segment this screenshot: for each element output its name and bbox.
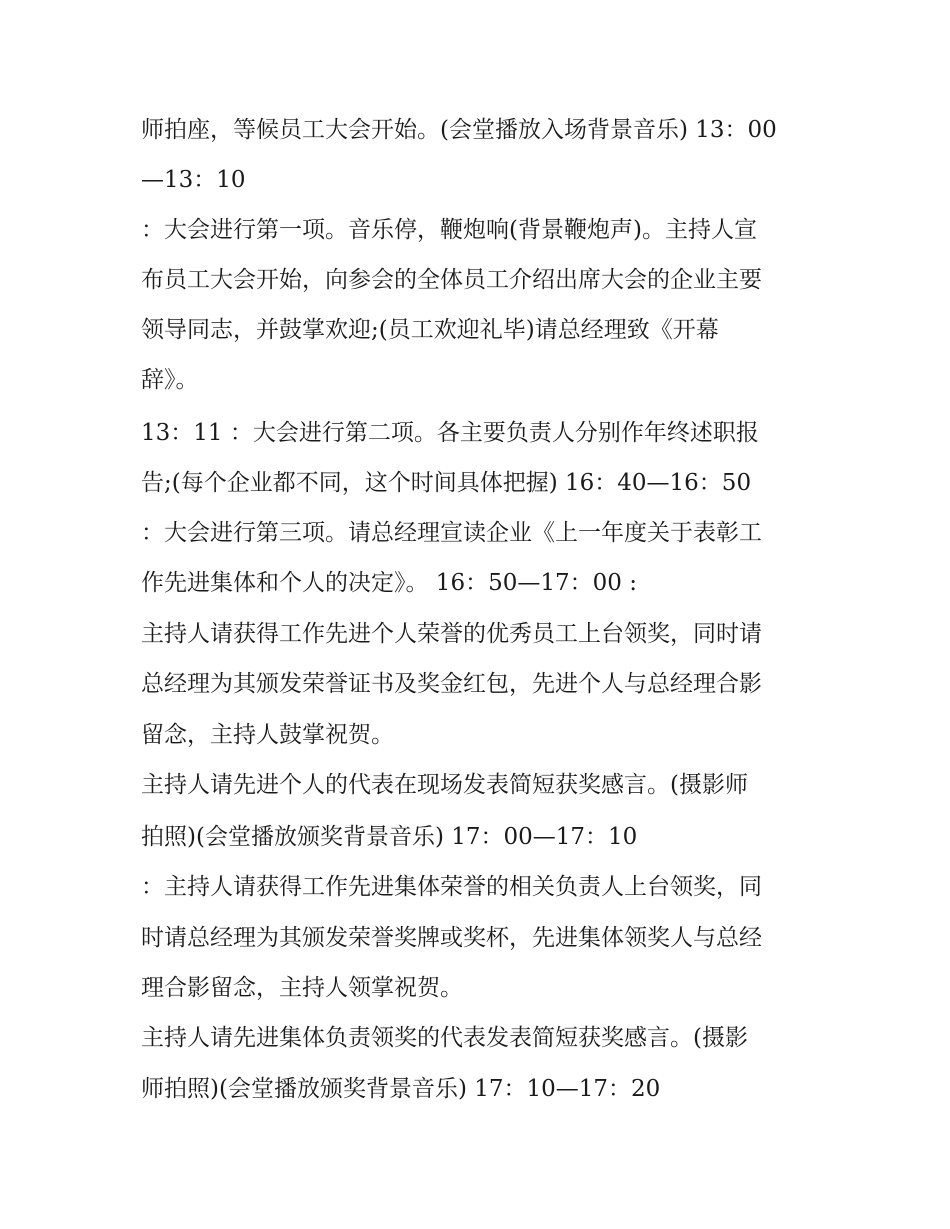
- text-line: 告;(每个企业都不同，这个时间具体把握) 16：40—16：50: [141, 470, 752, 496]
- text-line: ：大会进行第三项。请总经理宣读企业《上一年度关于表彰工: [141, 520, 762, 546]
- text-line: 总经理为其颁发荣誉证书及奖金红包，先进个人与总经理合影: [141, 671, 762, 697]
- text-line: 主持人请先进集体负责领奖的代表发表简短获奖感言。(摄影: [141, 1025, 748, 1051]
- text-line: 师拍座，等候员工大会开始。(会堂播放入场背景音乐) 13：00: [141, 117, 777, 143]
- text-line: 布员工大会开始，向参会的全体员工介绍出席大会的企业主要: [141, 267, 762, 293]
- text-line: —13：10: [141, 167, 246, 193]
- text-line: 留念，主持人鼓掌祝贺。: [141, 722, 394, 748]
- text-line: 主持人请获得工作先进个人荣誉的优秀员工上台领奖，同时请: [141, 621, 762, 647]
- text-line: ：大会进行第一项。音乐停，鞭炮响(背景鞭炮声)。主持人宣: [141, 217, 757, 243]
- text-line: 拍照)(会堂播放颁奖背景音乐) 17：00—17：10: [141, 824, 638, 850]
- text-line: 领导同志，并鼓掌欢迎;(员工欢迎礼毕)请总经理致《开幕: [141, 317, 719, 343]
- text-line: 主持人请先进个人的代表在现场发表简短获奖感言。(摄影师: [141, 772, 748, 798]
- text-line: 13：11 ：大会进行第二项。各主要负责人分别作年终述职报: [141, 420, 759, 446]
- text-line: ：主持人请获得工作先进集体荣誉的相关负责人上台领奖，同: [141, 874, 762, 900]
- text-line: 师拍照)(会堂播放颁奖背景音乐) 17：10—17：20: [141, 1076, 661, 1102]
- text-line: 作先进集体和个人的决定》。 16：50—17：00 :: [141, 570, 637, 596]
- text-line: 理合影留念，主持人领掌祝贺。: [141, 975, 463, 1001]
- text-line: 辞》。: [141, 367, 199, 393]
- text-line: 时请总经理为其颁发荣誉奖牌或奖杯，先进集体领奖人与总经: [141, 925, 762, 951]
